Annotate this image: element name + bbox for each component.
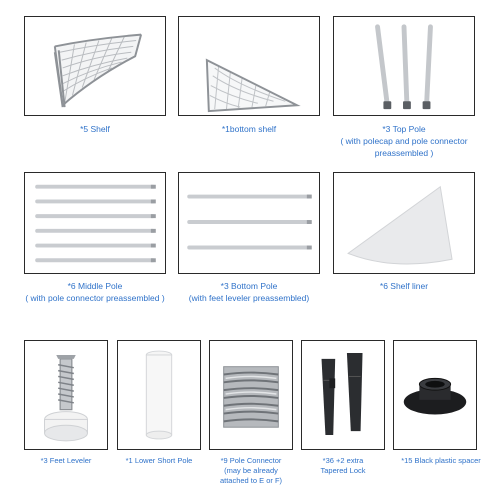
caption-line: preassembled ) [374,148,434,158]
caption-pole-connector [205,456,297,486]
caption-line: attached to E or F) [219,476,283,485]
caption-tapered-lock [297,456,389,476]
caption-line: *5 Shelf [80,124,110,134]
caption-line: *1 Lower Short Pole [125,456,193,465]
caption-line: Tapered Lock [320,466,366,475]
shelf-liner-icon [334,173,474,273]
corner-shelf-icon [25,17,165,115]
short-pole-icon [118,341,200,449]
caption-shelf-liner [333,280,475,292]
caption-line: ( with pole connector preassembled ) [25,293,165,303]
item-box-middle-pole [24,172,166,274]
item-box-bottom-pole [178,172,320,274]
item-box-shelf-liner [333,172,475,274]
caption-line: *6 Shelf liner [379,281,429,291]
caption-line: *6 Middle Pole [67,281,123,291]
bottom-shelf-icon [179,17,319,115]
caption-plastic-spacer [389,456,493,466]
pole-connector-icon [210,341,292,449]
item-box-top-pole [333,16,475,116]
item-box-short-pole [117,340,201,450]
item-box-feet-leveler [24,340,108,450]
item-box-pole-connector [209,340,293,450]
tapered-lock-icon [302,341,384,449]
item-box-tapered-lock [301,340,385,450]
plastic-spacer-icon [394,341,476,449]
caption-feet-leveler [20,456,112,466]
caption-line: *36 +2 extra [322,456,364,465]
caption-line: *15 Black plastic spacer [401,456,481,465]
bottom-pole-icon [179,173,319,273]
caption-line: *3 Feet Leveler [40,456,92,465]
caption-line: *9 Pole Connector [220,456,282,465]
caption-top-pole [333,123,475,159]
caption-short-pole [113,456,205,466]
caption-middle-pole [14,280,176,304]
item-box-bottom-shelf [178,16,320,116]
top-pole-icon [334,17,474,115]
caption-bottom-shelf [178,123,320,135]
caption-line: (with feet leveler preassembled) [188,293,310,303]
caption-line: (may be already [224,466,278,475]
caption-line: *3 Top Pole [382,124,426,134]
caption-bottom-pole [168,280,330,304]
caption-line: *1bottom shelf [221,124,277,134]
caption-line: ( with polecap and pole connector [340,136,468,146]
caption-line: *3 Bottom Pole [220,281,278,291]
caption-shelf [24,123,166,135]
item-box-shelf [24,16,166,116]
item-box-plastic-spacer [393,340,477,450]
middle-pole-icon [25,173,165,273]
feet-leveler-icon [25,341,107,449]
